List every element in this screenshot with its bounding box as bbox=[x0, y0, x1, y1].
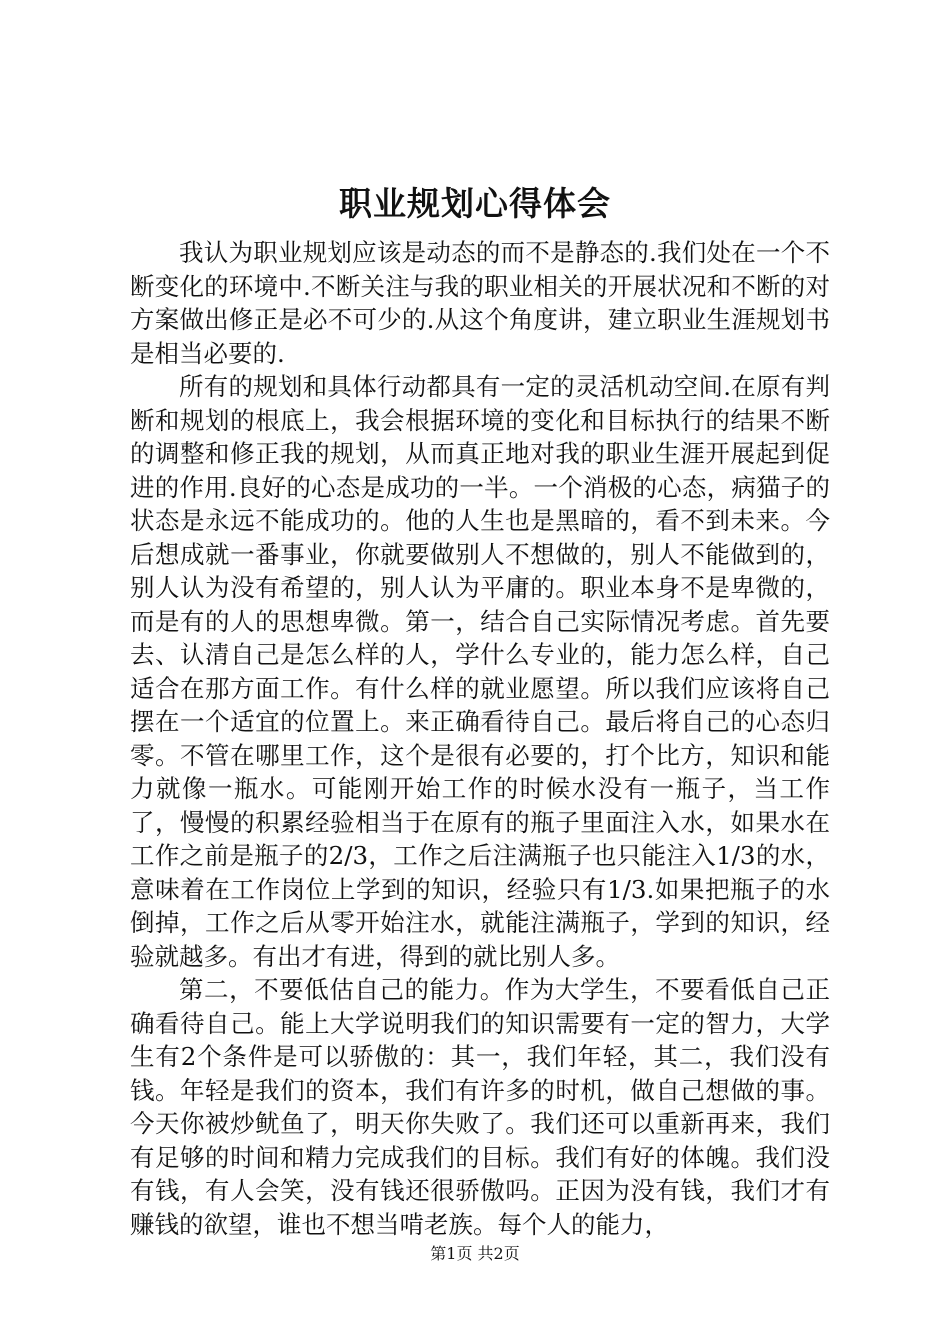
page-number-footer: 第1页 共2页 bbox=[430, 1244, 520, 1263]
paragraph: 我认为职业规划应该是动态的而不是静态的.我们处在一个不断变化的环境中.不断关注与我的职业相关的开展状况和不断的对方案做出修正是必不可少的.从这个角度讲，建立职业生涯规划书是相当必要的. bbox=[130, 238, 830, 368]
paragraph: 第二，不要低估自己的能力。作为大学生，不要看低自己正确看待自己。能上大学说明我们的知识需要有一定的智力，大学生有2个条件是可以骄傲的：其一，我们年轻，其二，我们没有钱。年轻是我们的资本，我们有许多的时机，做自己想做的事。今天你被炒鱿鱼了，明天你失败了。我们还可以重新再来，我们有足够的时间和精力完成我们的目标。我们有好的体魄。我们没有钱，有人会笑，没有钱还很骄傲吗。正因为没有钱，我们才有赚钱的欲望，谁也不想当啃老族。每个人的能力， bbox=[130, 975, 830, 1239]
paragraph: 所有的规划和具体行动都具有一定的灵活机动空间.在原有判断和规划的根底上，我会根据环境的变化和目标执行的结果不断的调整和修正我的规划，从而真正地对我的职业生涯开展起到促进的作用.良好的心态是成功的一半。一个消极的心态，病猫子的状态是永远不能成功的。他的人生也是黑暗的，看不到未来。今后想成就一番事业，你就要做别人不想做的，别人不能做到的，别人认为没有希望的，别人认为平庸的。职业本身不是卑微的，而是有的人的思想卑微。第一，结合自己实际情况考虑。首先要去、认清自己是怎么样的人，学什么专业的，能力怎么样，自己适合在那方面工作。有什么样的就业愿望。所以我们应该将自己摆在一个适宜的位置上。来正确看待自己。最后将自己的心态归零。不管在哪里工作，这个是很有必要的，打个比方，知识和能力就像一瓶水。可能刚开始工作的时候水没有一瓶子，当工作了，慢慢的积累经验相当于在原有的瓶子里面注入水，如果水在工作之前是瓶子的2/3，工作之后注满瓶子也只能注入1/3的水，意味着在工作岗位上学到的知识，经验只有1/3.如果把瓶子的水倒掉，工作之后从零开始注水，就能注满瓶子，学到的知识，经验就越多。有出才有进，得到的就比别人多。 bbox=[130, 372, 830, 971]
document-body bbox=[130, 236, 830, 1241]
document-title: 职业规划心得体会 bbox=[339, 184, 611, 223]
